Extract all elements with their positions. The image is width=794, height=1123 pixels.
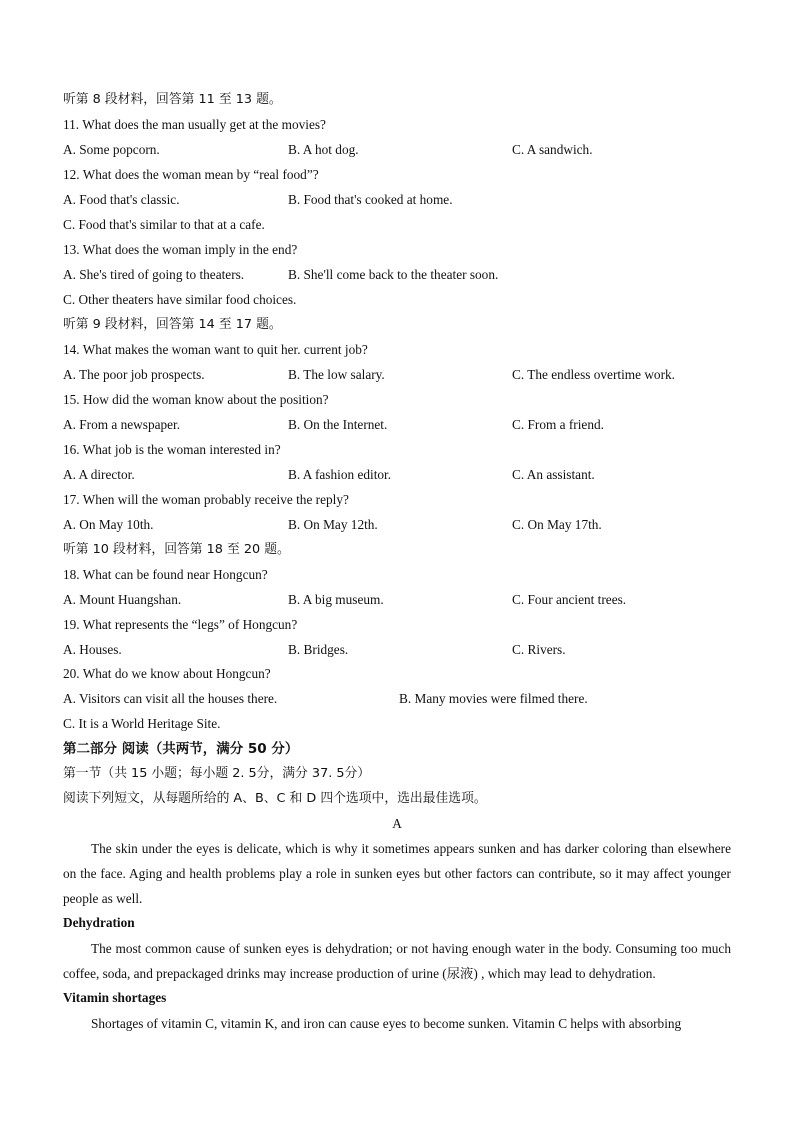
q15-option-b: B. On the Internet. — [288, 417, 388, 432]
q11-option-b: B. A hot dog. — [288, 142, 359, 157]
q14-option-a: A. The poor job prospects. — [63, 367, 205, 382]
question-13: 13. What does the woman imply in the end? — [63, 242, 298, 257]
passage-paragraph-2 — [63, 936, 731, 986]
question-15: 15. How did the woman know about the position? — [63, 392, 329, 407]
section-one-title: 第一节（共 15 小题；每小题 2. 5分，满分 37. 5分） — [63, 766, 371, 781]
q15-option-a: A. From a newspaper. — [63, 417, 181, 432]
q17-option-b: B. On May 12th. — [288, 517, 378, 532]
q18-option-c: C. Four ancient trees. — [512, 592, 627, 607]
q18-option-a: A. Mount Huangshan. — [63, 592, 182, 607]
material-9-heading: 听第 9 段材料，回答第 14 至 17 题。 — [63, 317, 282, 332]
q16-option-b: B. A fashion editor. — [288, 467, 392, 482]
paragraph-3-text: Shortages of vitamin C, vitamin K, and iron can cause eyes to become sunken. Vitamin C helps with absorbing — [91, 1016, 682, 1031]
paragraph-1-text: The skin under the eyes is delicate, which is why it sometimes appears sunken and has darker coloring than elsewhere on the face. Aging and health problems play a role in sunken eyes but other factors can contribute, so it may affect younger people as well. — [63, 841, 731, 906]
q14-option-c: C. The endless overtime work. — [512, 367, 675, 382]
question-11: 11. What does the man usually get at the movies? — [63, 117, 326, 132]
question-14: 14. What makes the woman want to quit her. current job? — [63, 342, 368, 357]
q20-option-b: B. Many movies were filmed there. — [399, 691, 588, 706]
question-19: 19. What represents the “legs” of Hongcun? — [63, 617, 298, 632]
material-8-heading: 听第 8 段材料，回答第 11 至 13 题。 — [63, 92, 282, 107]
q13-option-a: A. She's tired of going to theaters. — [63, 267, 245, 282]
passage-label: A — [392, 816, 402, 831]
q16-option-c: C. An assistant. — [512, 467, 595, 482]
q17-option-a: A. On May 10th. — [63, 517, 154, 532]
question-20: 20. What do we know about Hongcun? — [63, 666, 271, 681]
q12-option-b: B. Food that's cooked at home. — [288, 192, 453, 207]
q18-option-b: B. A big museum. — [288, 592, 384, 607]
question-16: 16. What job is the woman interested in? — [63, 442, 281, 457]
material-10-heading: 听第 10 段材料，回答第 18 至 20 题。 — [63, 542, 290, 557]
q20-option-c: C. It is a World Heritage Site. — [63, 716, 221, 731]
question-18: 18. What can be found near Hongcun? — [63, 567, 268, 582]
passage-paragraph-3 — [63, 1011, 731, 1036]
q16-option-a: A. A director. — [63, 467, 135, 482]
q14-option-b: B. The low salary. — [288, 367, 385, 382]
q13-option-b: B. She'll come back to the theater soon. — [288, 267, 499, 282]
q17-option-c: C. On May 17th. — [512, 517, 602, 532]
reading-instruction: 阅读下列短文，从每题所给的 A、B、C 和 D 四个选项中，选出最佳选项。 — [63, 791, 487, 806]
question-12: 12. What does the woman mean by “real food”? — [63, 167, 319, 182]
q15-option-c: C. From a friend. — [512, 417, 604, 432]
passage-paragraph-1 — [63, 836, 731, 911]
paragraph-2-text: The most common cause of sunken eyes is dehydration; or not having enough water in the body. Consuming too much coffee, soda, and prepackaged drinks may increase production of urine (尿液) , which may lead to dehydration. — [63, 941, 731, 981]
dehydration-heading: Dehydration — [63, 915, 135, 930]
part-two-title: 第二部分 阅读（共两节，满分 50 分） — [63, 741, 299, 757]
q13-option-c: C. Other theaters have similar food choices. — [63, 292, 297, 307]
vitamin-shortages-heading: Vitamin shortages — [63, 990, 167, 1005]
q19-option-a: A. Houses. — [63, 642, 122, 657]
question-17: 17. When will the woman probably receive the reply? — [63, 492, 349, 507]
q20-option-a: A. Visitors can visit all the houses there. — [63, 691, 278, 706]
q11-option-a: A. Some popcorn. — [63, 142, 160, 157]
q19-option-b: B. Bridges. — [288, 642, 349, 657]
q19-option-c: C. Rivers. — [512, 642, 566, 657]
q11-option-c: C. A sandwich. — [512, 142, 593, 157]
q12-option-a: A. Food that's classic. — [63, 192, 180, 207]
q12-option-c: C. Food that's similar to that at a cafe. — [63, 217, 265, 232]
